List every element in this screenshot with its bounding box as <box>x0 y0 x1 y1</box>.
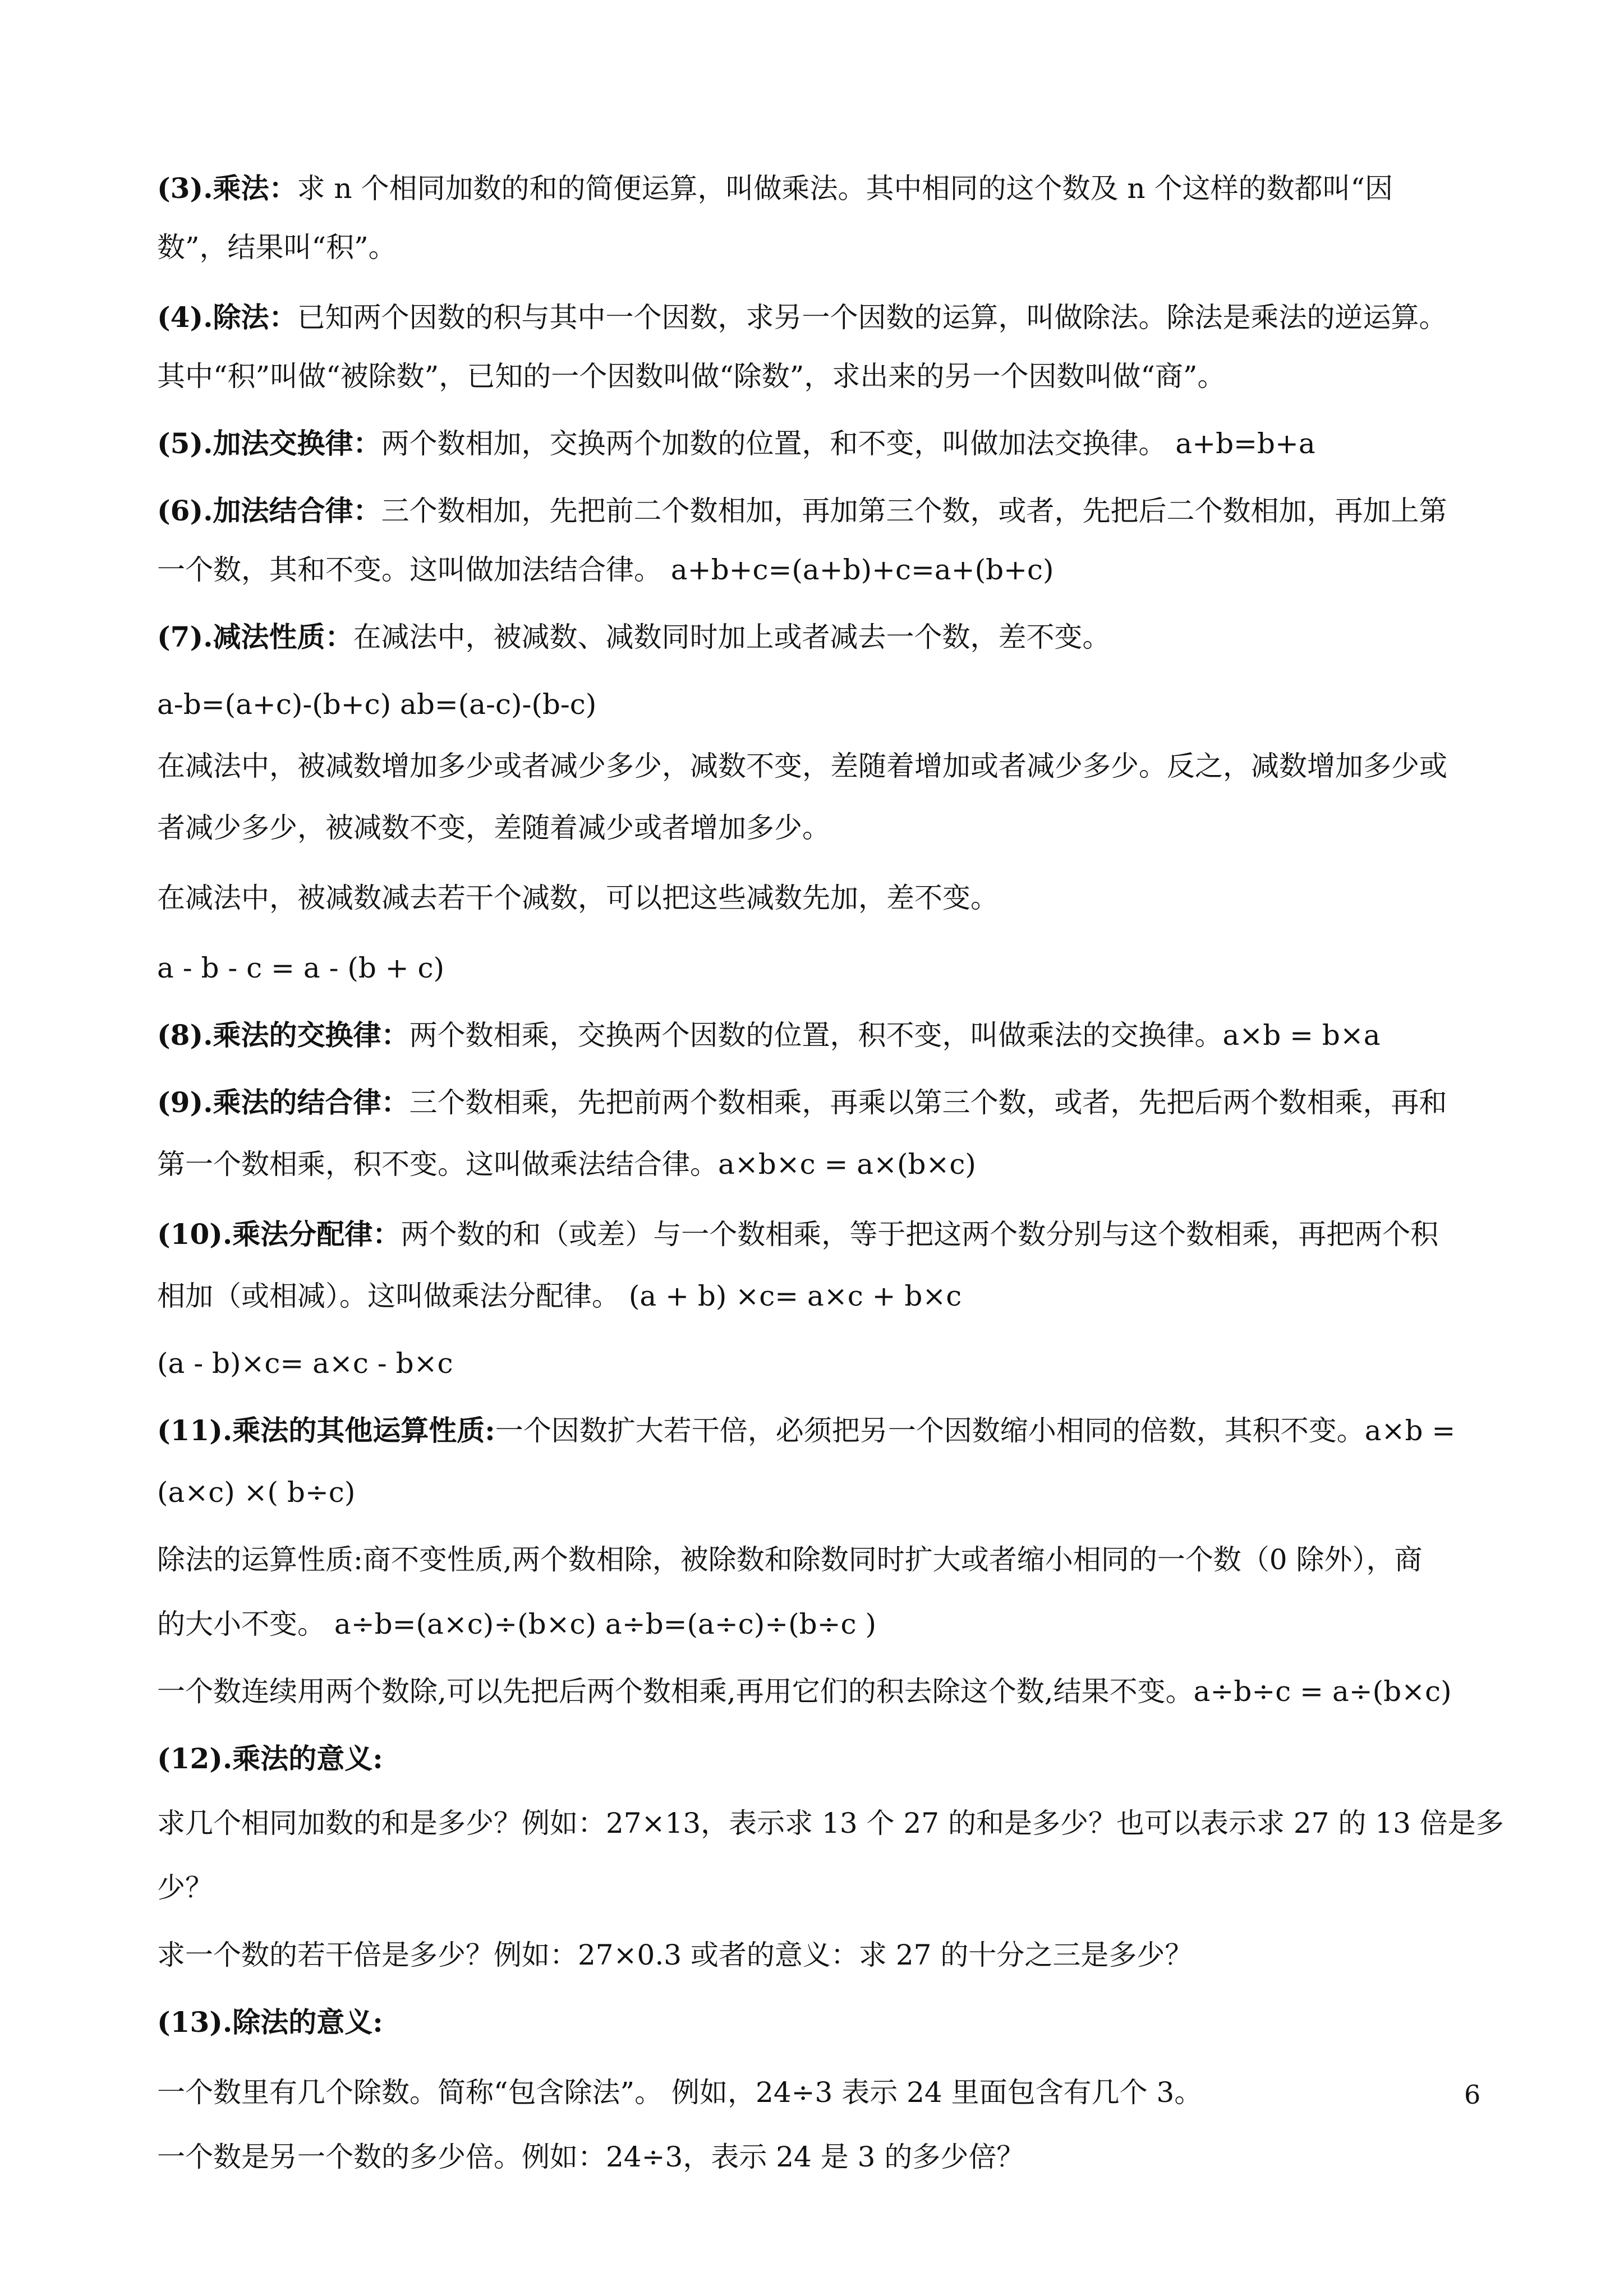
body-text: 已知两个因数的积与其中一个因数，求另一个因数的运算，叫做除法。除法是乘法的逆运算。 <box>297 301 1447 334</box>
text-line <box>157 550 1054 590</box>
text-line <box>157 423 1315 464</box>
text-line <box>157 1214 1438 1255</box>
text-line <box>157 1803 1504 1843</box>
text-line <box>157 2002 383 2043</box>
body-text: 一个数连续用两个数除,可以先把后两个数相乘,再用它们的积去除这个数,结果不变。a÷b÷c = a÷(b×c) <box>157 1675 1452 1708</box>
body-text: 两个数相乘，交换两个因数的位置，积不变，叫做乘法的交换律。a×b = b×a <box>409 1019 1381 1052</box>
body-text: 第一个数相乘，积不变。这叫做乘法结合律。a×b×c = a×(b×c) <box>157 1148 976 1181</box>
section-heading: (8).乘法的交换律： <box>157 1018 410 1052</box>
text-line <box>157 297 1447 338</box>
section-heading: (10).乘法分配律： <box>157 1218 401 1251</box>
section-heading: (11).乘法的其他运算性质: <box>157 1414 495 1447</box>
section-heading: (12).乘法的意义: <box>157 1742 383 1775</box>
body-text: 者减少多少，被减数不变，差随着减少或者增加多少。 <box>157 812 830 844</box>
body-text: 在减法中，被减数、减数同时加上或者减去一个数，差不变。 <box>353 621 1111 653</box>
text-line <box>157 1144 976 1184</box>
body-text: 一个数，其和不变。这叫做加法结合律。 a+b+c=(a+b)+c=a+(b+c) <box>157 554 1054 586</box>
body-text: 的大小不变。 a÷b=(a×c)÷(b×c) a÷b=(a÷c)÷(b÷c ) <box>157 1608 876 1640</box>
body-text: 少？ <box>157 1871 213 1904</box>
body-text: 数”，结果叫“积”。 <box>157 231 397 264</box>
text-line <box>157 1868 213 1908</box>
page-number: 6 <box>1464 2080 1481 2110</box>
body-text: 相加（或相减）。这叫做乘法分配律。 (a + b) ×c= a×c + b×c <box>157 1280 962 1312</box>
text-line <box>157 227 397 268</box>
body-text: 两个数相加，交换两个加数的位置，和不变，叫做加法交换律。 a+b=b+a <box>381 427 1315 460</box>
text-line <box>157 684 596 725</box>
body-text: (a - b)×c= a×c - b×c <box>157 1347 453 1380</box>
body-text: 三个数相加，先把前二个数相加，再加第三个数，或者，先把后二个数相加，再加上第 <box>381 495 1447 527</box>
text-line <box>157 1082 1447 1123</box>
text-line <box>157 617 1111 657</box>
body-text: a-b=(a+c)-(b+c) ab=(a-c)-(b-c) <box>157 688 597 721</box>
body-text: 在减法中，被减数减去若干个减数，可以把这些减数先加，差不变。 <box>157 882 999 914</box>
text-line <box>157 168 1393 209</box>
text-line <box>157 948 444 988</box>
text-line <box>157 356 1226 397</box>
text-line <box>157 1671 1452 1712</box>
body-text: 求几个相同加数的和是多少？例如：27×13，表示求 13 个 27 的和是多少？也可以表示求 27 的 13 倍是多 <box>157 1807 1504 1839</box>
text-line <box>157 1604 876 1644</box>
text-line <box>157 1343 453 1384</box>
body-text: 一个数是另一个数的多少倍。例如：24÷3，表示 24 是 3 的多少倍？ <box>157 2141 1025 2173</box>
body-text: 除法的运算性质:商不变性质,两个数相除，被除数和除数同时扩大或者缩小相同的一个数（0 除外），商 <box>157 1543 1423 1576</box>
body-text: 在减法中，被减数增加多少或者减少多少，减数不变，差随着增加或者减少多少。反之，减数增加多少或 <box>157 750 1447 782</box>
text-line <box>157 491 1447 531</box>
text-line <box>157 1539 1422 1580</box>
section-heading: (9).乘法的结合律： <box>157 1086 410 1119</box>
text-line <box>157 746 1447 786</box>
text-line <box>157 1015 1381 1055</box>
text-line <box>157 1410 1455 1451</box>
section-heading: (4).除法： <box>157 301 297 334</box>
body-text: (a×c) ×( b÷c) <box>157 1476 356 1509</box>
body-text: a - b - c = a - (b + c) <box>157 952 445 984</box>
section-heading: (7).减法性质： <box>157 620 353 653</box>
body-text: 一个因数扩大若干倍，必须把另一个因数缩小相同的倍数，其积不变。a×b = <box>495 1414 1456 1447</box>
section-heading: (5).加法交换律： <box>157 427 381 460</box>
body-text: 求 n 个相同加数的和的简便运算，叫做乘法。其中相同的这个数及 n 个这样的数都叫“因 <box>297 172 1393 205</box>
text-line <box>157 2137 1024 2177</box>
text-line <box>157 1276 961 1316</box>
body-text: 三个数相乘，先把前两个数相乘，再乘以第三个数，或者，先把后两个数相乘，再和 <box>409 1086 1447 1119</box>
section-heading: (6).加法结合律： <box>157 494 381 527</box>
body-text: 其中“积”叫做“被除数”，已知的一个因数叫做“除数”，求出来的另一个因数叫做“商”。 <box>157 360 1226 393</box>
text-line <box>157 2072 1202 2113</box>
body-text: 两个数的和（或差）与一个数相乘，等于把这两个数分别与这个数相乘，再把两个积 <box>401 1218 1439 1251</box>
body-text: 求一个数的若干倍是多少？例如：27×0.3 或者的意义：求 27 的十分之三是多少？ <box>157 1939 1193 1971</box>
text-line <box>157 1472 355 1513</box>
text-line <box>157 878 999 918</box>
section-heading: (3).乘法： <box>157 172 297 205</box>
text-line <box>157 808 830 848</box>
text-line <box>157 1935 1193 1975</box>
text-line <box>157 1739 383 1779</box>
section-heading: (13).除法的意义: <box>157 2005 383 2039</box>
body-text: 一个数里有几个除数。简称“包含除法”。 例如，24÷3 表示 24 里面包含有几个 3。 <box>157 2076 1203 2109</box>
